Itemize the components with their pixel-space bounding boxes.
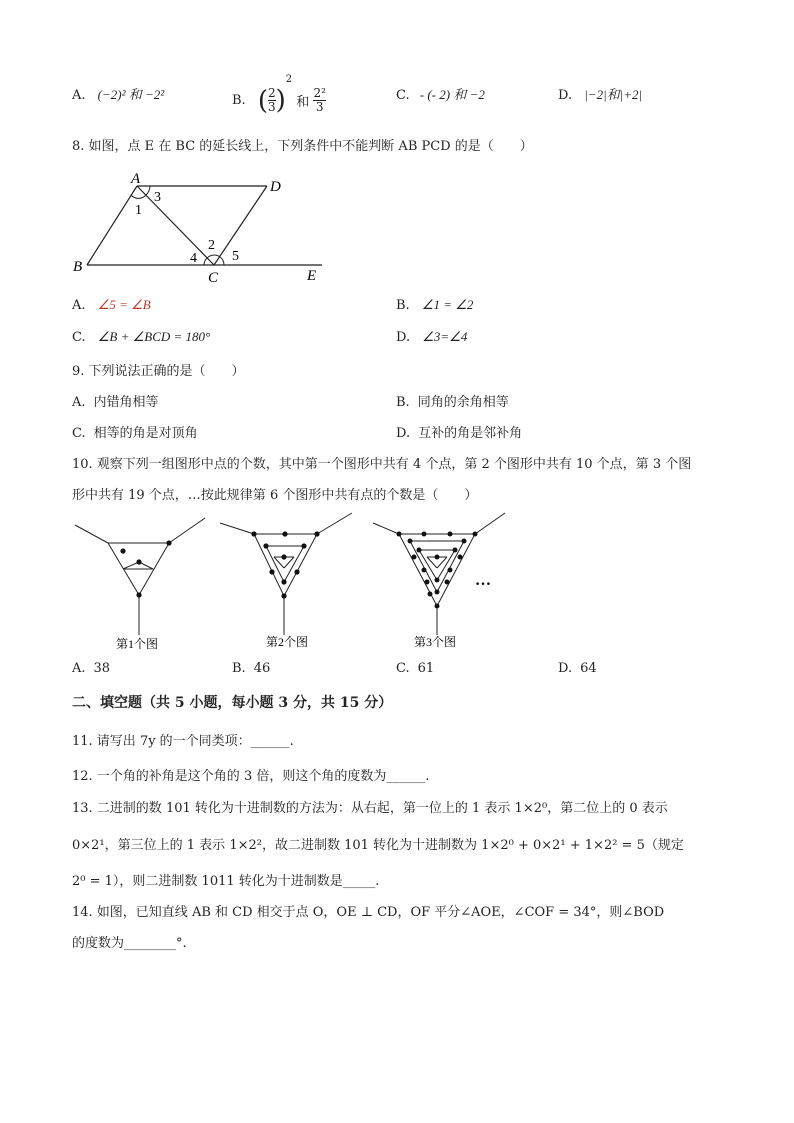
line-ac bbox=[137, 186, 214, 265]
q10-figures bbox=[70, 510, 520, 655]
angle-arc-3 bbox=[146, 186, 150, 195]
label-2: 2 bbox=[208, 238, 215, 253]
q14-line1: 14. 如图，已知直线 AB 和 CD 相交于点 O，OE ⊥ CD，OF 平分∠AOE，∠COF = 34°，则∠BOD bbox=[72, 905, 665, 920]
figure-3 bbox=[373, 513, 505, 649]
q7-option-d bbox=[558, 84, 642, 103]
q8-stem: 8. 如图，点 E 在 BC 的延长线上，下列条件中不能判断 AB PCD 的是（ ） bbox=[72, 139, 533, 154]
angle-arc-5 bbox=[220, 257, 224, 265]
angle-arc-4 bbox=[204, 258, 207, 265]
label-1: 1 bbox=[135, 203, 142, 218]
q10-option-d: D. 64 bbox=[558, 661, 597, 676]
q10-option-c: C. 61 bbox=[396, 661, 435, 676]
label-4: 4 bbox=[190, 251, 197, 266]
q10-option-b: B. 46 bbox=[232, 661, 271, 676]
label-a: A bbox=[131, 171, 141, 187]
q7-option-a bbox=[72, 84, 164, 103]
q8-option-c: C. ∠B + ∠BCD = 180° bbox=[72, 329, 211, 345]
q10-stem-line2: 形中共有 19 个点，…按此规律第 6 个图形中共有点的个数是（ ） bbox=[72, 488, 478, 503]
label-5: 5 bbox=[232, 249, 239, 264]
q11: 11. 请写出 7y 的一个同类项：______. bbox=[72, 734, 294, 749]
label-e: E bbox=[307, 268, 317, 284]
q7-option-b-fraction2: $\frac{\text{2²}}{3}$ bbox=[313, 86, 326, 114]
section-2-title: 二、填空题（共 5 小题，每小题 3 分，共 15 分） bbox=[72, 695, 393, 711]
angle-arc-2 bbox=[207, 255, 220, 258]
q7-option-c-expr: - (- 2) 和 −2 bbox=[419, 87, 485, 102]
label-3: 3 bbox=[154, 190, 161, 205]
q7-option-a-expr: (−2)² 和 −2² bbox=[97, 87, 165, 102]
q7-option-b-label: B. bbox=[232, 93, 246, 108]
q9-option-c: C. 相等的角是对顶角 bbox=[72, 426, 198, 441]
label-c: C bbox=[208, 270, 219, 286]
q13-line2: 0×2¹，第三位上的 1 表示 1×2²，故二进制数 101 转化为十进制数为 1×2⁰ + 0×2¹ + 1×2² = 5（规定 bbox=[72, 838, 684, 853]
q7-option-b: B. ( $\frac{2}{3}$ )$^2$ 和 $\frac{\text{2²}}{3}$ bbox=[232, 74, 326, 116]
q9-option-a: A. 内错角相等 bbox=[72, 395, 159, 410]
line-ab bbox=[87, 186, 137, 265]
label-d: D bbox=[270, 179, 281, 195]
q9-option-b: B. 同角的余角相等 bbox=[396, 395, 509, 410]
q8-option-a: A. ∠5 = ∠B bbox=[72, 297, 151, 313]
q7-option-c bbox=[396, 84, 485, 103]
label-b: B bbox=[73, 259, 83, 275]
figure-1-caption: 第1个图 bbox=[116, 637, 159, 651]
figure-3-caption: 第3个图 bbox=[414, 635, 457, 649]
q14-line2: 的度数为________°. bbox=[72, 936, 187, 951]
q12: 12. 一个角的补角是这个角的 3 倍，则这个角的度数为______. bbox=[72, 769, 430, 784]
angle-arc-1 bbox=[131, 195, 146, 198]
q10-stem-line1: 10. 观察下列一组图形中点的个数，其中第一个图形中共有 4 个点，第 2 个图形中共有 10 个点，第 3 个图 bbox=[72, 457, 692, 472]
figure-2 bbox=[220, 513, 352, 649]
ellipsis: … bbox=[475, 572, 491, 589]
q8-figure bbox=[70, 168, 340, 286]
line-cd bbox=[214, 186, 267, 265]
q8-option-d: D. ∠3=∠4 bbox=[396, 329, 468, 345]
figure-2-caption: 第2个图 bbox=[266, 635, 309, 649]
q7-option-b-fraction: $\frac{2}{3}$ bbox=[267, 86, 276, 114]
q9-stem: 9. 下列说法正确的是（ ） bbox=[72, 364, 245, 379]
q13-line3: 2⁰ = 1），则二进制数 1011 转化为十进制数是_____. bbox=[72, 874, 380, 889]
figure-1 bbox=[75, 518, 205, 651]
q9-option-d: D. 互补的角是邻补角 bbox=[396, 426, 523, 441]
q7-option-d-expr: |−2|和|+2| bbox=[584, 87, 643, 102]
q7-option-a-label: A. bbox=[72, 88, 86, 103]
q7-option-c-label: C. bbox=[396, 88, 410, 103]
q13-line1: 13. 二进制的数 101 转化为十进制数的方法为：从右起，第一位上的 1 表示 1×2⁰，第二位上的 0 表示 bbox=[72, 801, 668, 816]
q10-option-a: A. 38 bbox=[72, 661, 111, 676]
q8-option-b: B. ∠1 = ∠2 bbox=[396, 297, 474, 313]
q7-option-d-label: D. bbox=[558, 88, 573, 103]
